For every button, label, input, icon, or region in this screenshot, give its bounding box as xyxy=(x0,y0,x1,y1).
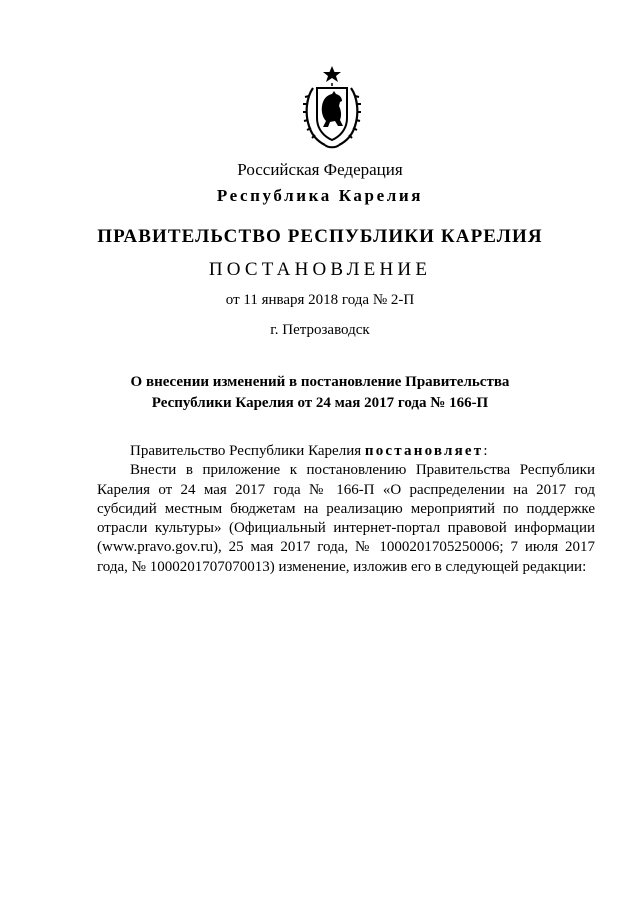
document-subject xyxy=(0,372,640,414)
document-body xyxy=(97,442,595,577)
subject-line-2: Республики Карелия от 24 мая 2017 года № 166-П xyxy=(151,395,489,411)
document-type: ПОСТАНОВЛЕНИЕ xyxy=(208,259,432,280)
resolution-paragraph: Внести в приложение к постановлению Правительства Республики Карелия от 24 мая 2017 года № 166-П «О распределении на 2017 год субсидий местным бюджетам на реализацию мероприятий по поддержке отрасли культуры» (Официальный интернет-портал правовой информации (www.pravo.gov.ru), 25 мая 2017 года, № 1000201705250006; 7 июля 2017 года, № 1000201707070013) изменение, изложив его в следующей редакции: xyxy=(97,462,595,575)
resolution-keyword: постановляет xyxy=(364,443,484,459)
country-name: Российская Федерация xyxy=(237,160,403,179)
subject-line-1: О внесении изменений в постановление Правительства xyxy=(130,374,510,390)
resolution-intro xyxy=(97,442,595,461)
karelia-coat-of-arms-icon xyxy=(303,66,361,150)
document-city: г. Петрозаводск xyxy=(270,322,370,338)
resolution-intro-lead: Правительство Республики Карелия xyxy=(130,443,365,459)
resolution-intro-tail: : xyxy=(483,443,488,459)
republic-name: Республика Карелия xyxy=(216,186,424,205)
government-title: ПРАВИТЕЛЬСТВО РЕСПУБЛИКИ КАРЕЛИЯ xyxy=(97,226,543,247)
document-date: от 11 января 2018 года № 2-П xyxy=(225,292,415,308)
